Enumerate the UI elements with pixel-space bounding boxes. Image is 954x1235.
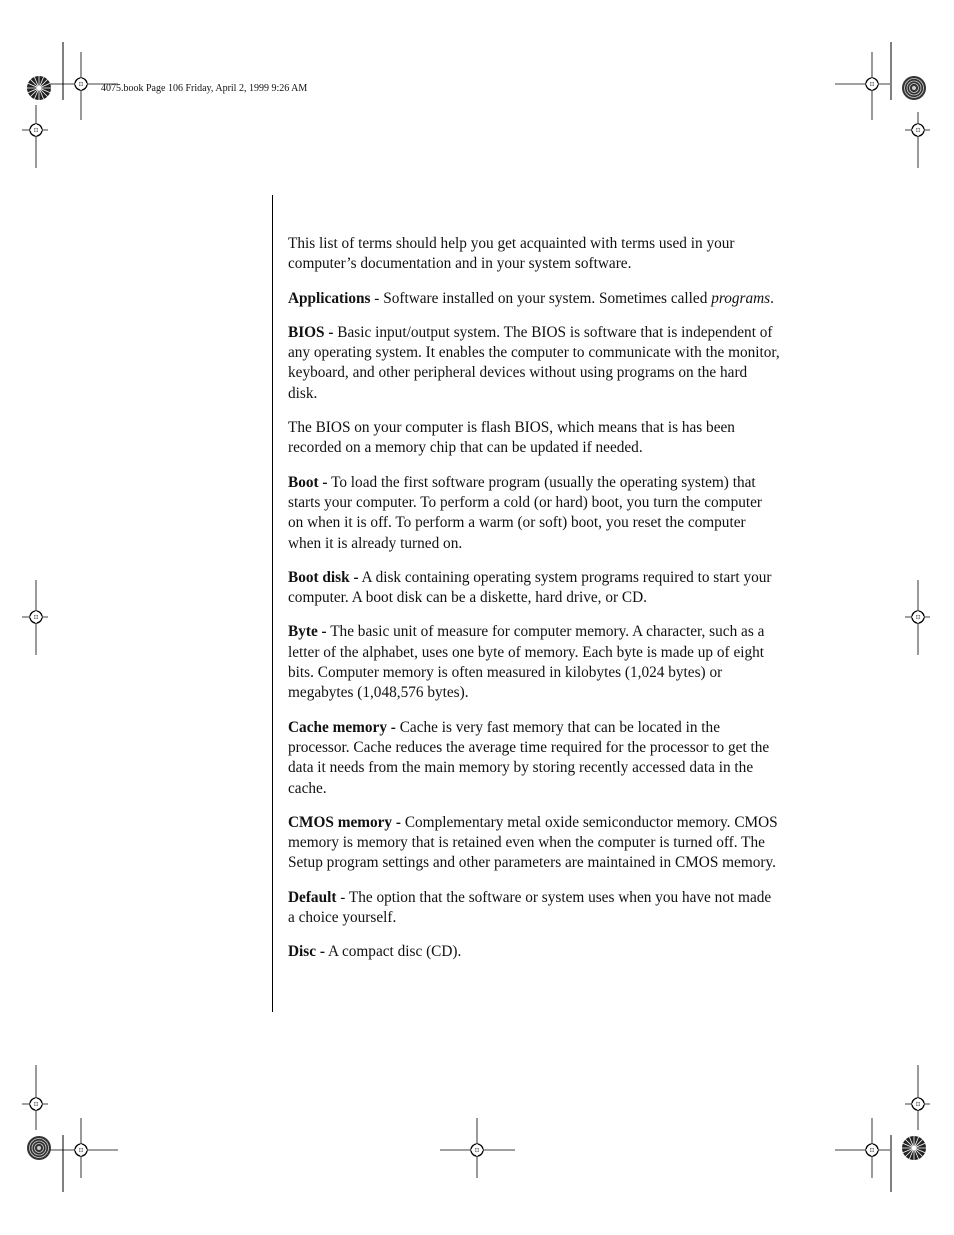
margin-rule xyxy=(272,195,273,1012)
term-definition: Complementary metal oxide semiconductor memory. CMOS memory is memory that is retained even when the computer is turned off. The Setup program settings and other parameters are maintained in CMOS memory. xyxy=(288,813,778,872)
term-definition: To load the first software program (usually the operating system) that starts your computer. To perform a cold (or hard) boot, you turn the computer on when it is off. To perform a warm (or soft) boot, you reset the computer when it is already turned on. xyxy=(288,473,763,552)
glossary-entry-default xyxy=(288,888,780,929)
glossary-entry-cmos-memory xyxy=(288,813,780,874)
glossary-entry-bios xyxy=(288,323,780,404)
glossary-entry-disc xyxy=(288,942,780,962)
term-separator: - xyxy=(336,888,349,906)
glossary-entry-boot-disk xyxy=(288,568,780,609)
term-definition: A disk containing operating system programs required to start your computer. A boot disk can be a diskette, hard drive, or CD. xyxy=(288,568,772,607)
intro-paragraph: This list of terms should help you get acquainted with terms used in your computer’s documentation and in your system software. xyxy=(288,235,735,273)
term-definition: Basic input/output system. The BIOS is software that is independent of any operating system. It enables the computer to communicate with the monitor, keyboard, and other peripheral devices without using programs on the hard disk. xyxy=(288,323,780,402)
term-definition-italic: programs xyxy=(711,289,771,307)
glossary-entry-applications xyxy=(288,289,780,309)
term-definition: A compact disc (CD). xyxy=(324,943,462,961)
term-separator: - xyxy=(370,289,384,307)
glossary-entry-byte xyxy=(288,622,780,703)
term-label: Applications xyxy=(288,289,371,307)
glossary-entry-cache-memory xyxy=(288,718,780,799)
term-label: Cache memory - xyxy=(288,718,396,736)
term-definition-tail: . xyxy=(770,289,774,307)
bios-note-paragraph: The BIOS on your computer is flash BIOS, which means that is has been recorded on a memory chip that can be updated if needed. xyxy=(288,419,735,457)
term-label: CMOS memory - xyxy=(288,813,401,831)
term-definition: Cache is very fast memory that can be located in the processor. Cache reduces the average time required for the processor to get the data it needs from the main memory by storing recently accessed data in the cache. xyxy=(288,718,770,797)
term-label: Default xyxy=(288,888,337,906)
term-label: Boot - xyxy=(288,473,328,491)
term-label: Disc - xyxy=(288,943,325,961)
term-label: BIOS - xyxy=(288,323,334,341)
print-slug: 4075.book Page 106 Friday, April 2, 1999 9:26 AM xyxy=(101,83,308,94)
glossary-entry-boot xyxy=(288,473,780,554)
glossary-body xyxy=(288,234,780,977)
term-label: Byte - xyxy=(288,623,327,641)
term-definition: The basic unit of measure for computer memory. A character, such as a letter of the alphabet, uses one byte of memory. Each byte is made up of eight bits. Computer memory is often measured in kilobytes (1,024 bytes) or megabytes (1,048,576 bytes). xyxy=(288,623,765,702)
term-label: Boot disk - xyxy=(288,568,359,586)
term-definition: Software installed on your system. Sometimes called xyxy=(383,289,712,307)
term-definition: The option that the software or system uses when you have not made a choice yourself. xyxy=(288,888,772,927)
